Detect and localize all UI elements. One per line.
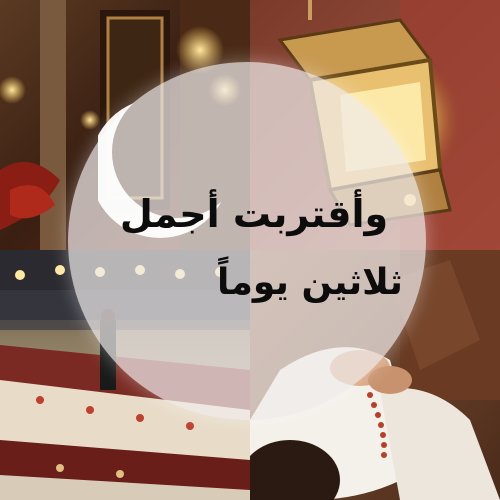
- subline-text: ثلاثين يوماً: [217, 262, 403, 303]
- headline-text: وأقتربت أجمل: [119, 192, 389, 236]
